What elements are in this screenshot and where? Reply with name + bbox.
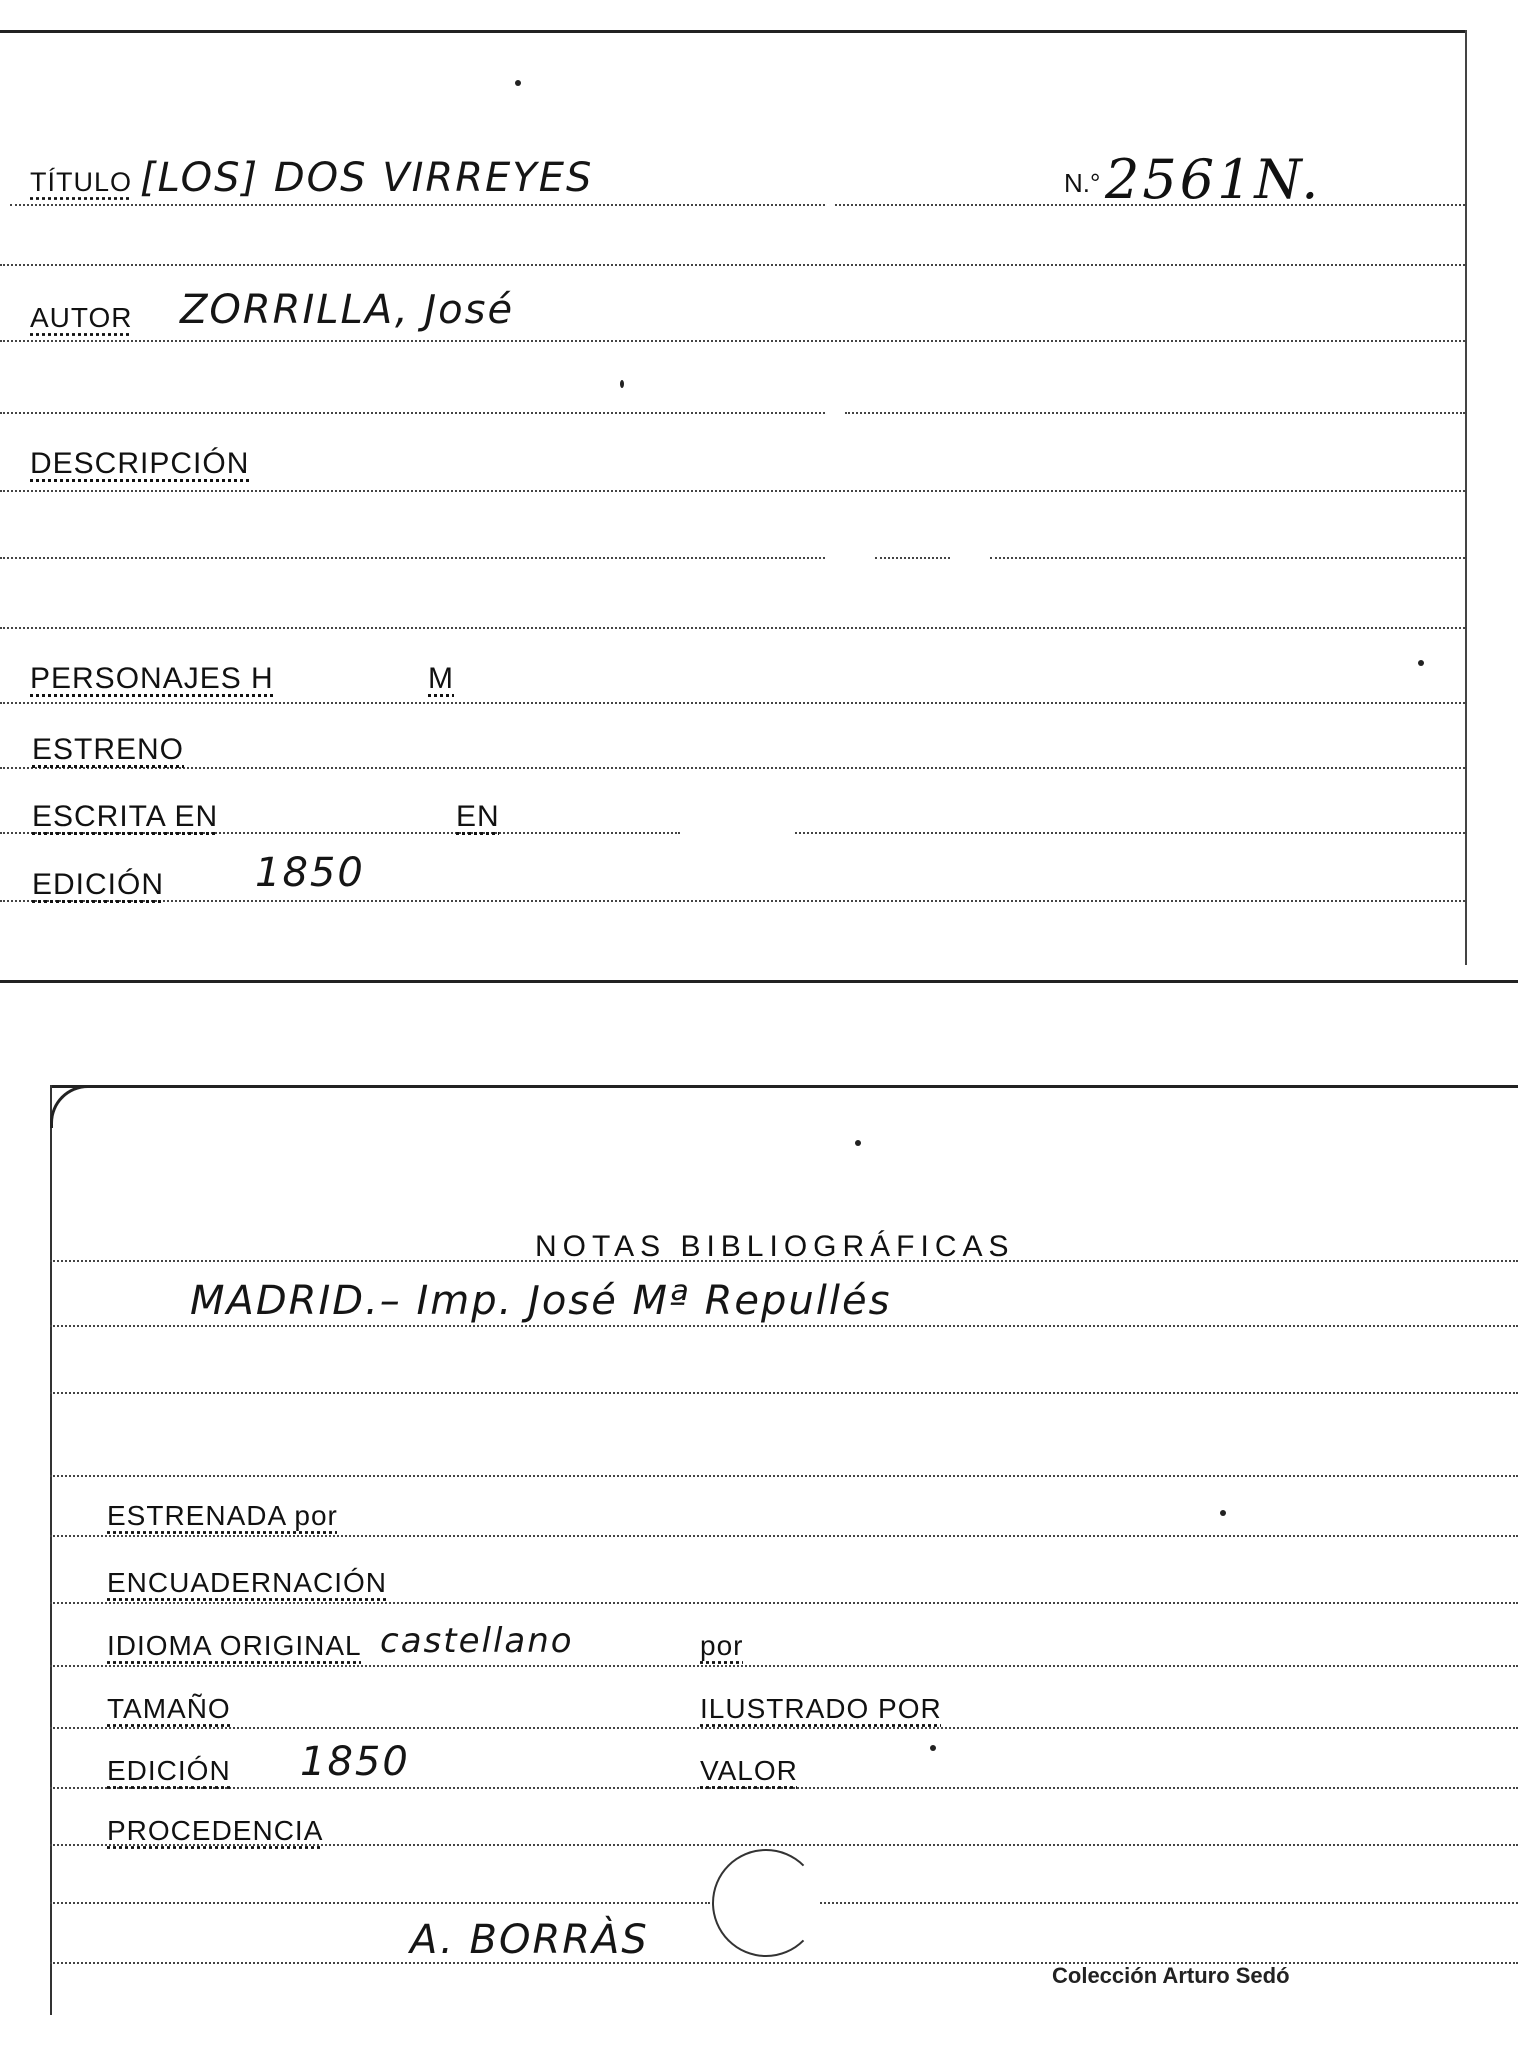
written-label: ESCRITA EN <box>32 800 219 833</box>
characters-label: PERSONAJES H <box>30 662 274 695</box>
value-label: VALOR <box>700 1755 798 1786</box>
edition-value: 1850 <box>300 1739 410 1785</box>
ink-speck <box>855 1140 861 1146</box>
notes-line: MADRID.– Imp. José Mª Repullés <box>190 1278 892 1324</box>
dotted-line <box>10 202 825 206</box>
dotted-line <box>50 1533 1518 1537</box>
dotted-line <box>50 1600 1518 1604</box>
dotted-line <box>50 1473 1518 1477</box>
dotted-line <box>50 1725 1518 1729</box>
title-value: [LOS] DOS VIRREYES <box>140 155 594 201</box>
catalog-card-front <box>0 0 1518 983</box>
card-top-border <box>50 1085 1518 1088</box>
number-label: N.° <box>1064 168 1101 198</box>
dotted-line <box>0 625 1465 629</box>
notes-heading: NOTAS BIBLIOGRÁFICAS <box>535 1230 1015 1263</box>
collection-stamp: Colección Arturo Sedó <box>1052 1963 1290 1988</box>
card-top-border <box>0 30 1465 33</box>
description-label: DESCRIPCIÓN <box>30 447 250 480</box>
dotted-line <box>50 1663 1518 1667</box>
dotted-line <box>0 338 1465 342</box>
author-label: AUTOR <box>30 302 133 333</box>
card-right-border <box>1465 30 1467 965</box>
dotted-line <box>0 410 825 414</box>
dotted-line <box>50 1960 1518 1964</box>
title-label: TÍTULO <box>30 167 133 197</box>
characters-m-label: M <box>428 662 454 695</box>
premiere-label: ESTRENO <box>32 733 185 766</box>
premiered-by-label: ESTRENADA por <box>107 1500 338 1531</box>
dotted-line <box>50 1900 710 1904</box>
written-en-label: EN <box>456 800 500 833</box>
edition-value: 1850 <box>255 850 365 896</box>
dotted-line <box>875 555 950 559</box>
edition-label: EDICIÓN <box>107 1755 231 1786</box>
edition-label: EDICIÓN <box>32 868 165 901</box>
ink-speck <box>1418 660 1424 666</box>
number-value: 2561N. <box>1105 148 1322 211</box>
binding-label: ENCUADERNACIÓN <box>107 1567 388 1598</box>
catalog-card-back <box>0 1085 1518 2056</box>
size-label: TAMAÑO <box>107 1693 231 1724</box>
dotted-line <box>0 765 1465 769</box>
dotted-line <box>0 700 1465 704</box>
dotted-line <box>795 830 1465 834</box>
dotted-line <box>0 898 1465 902</box>
ink-speck <box>620 380 624 388</box>
language-value: castellano <box>380 1621 574 1661</box>
dotted-line <box>820 1900 1518 1904</box>
ink-speck <box>930 1745 936 1751</box>
ink-speck <box>515 80 521 86</box>
language-by-label: por <box>700 1630 744 1661</box>
dotted-line <box>0 488 1465 492</box>
provenance-value: A. BORRÀS <box>410 1917 649 1963</box>
card-corner <box>50 1085 93 1128</box>
author-value: ZORRILLA, José <box>180 287 515 333</box>
language-label: IDIOMA ORIGINAL <box>107 1630 362 1661</box>
ink-speck <box>1220 1510 1226 1516</box>
dotted-line <box>845 410 1465 414</box>
stamp-circle <box>712 1849 820 1957</box>
provenance-label: PROCEDENCIA <box>107 1815 324 1846</box>
card-left-border <box>50 1085 52 2015</box>
dotted-line <box>50 1390 1518 1394</box>
illustrated-by-label: ILUSTRADO POR <box>700 1693 942 1724</box>
dotted-line <box>0 555 825 559</box>
dotted-line <box>990 555 1465 559</box>
dotted-line <box>0 262 1465 266</box>
